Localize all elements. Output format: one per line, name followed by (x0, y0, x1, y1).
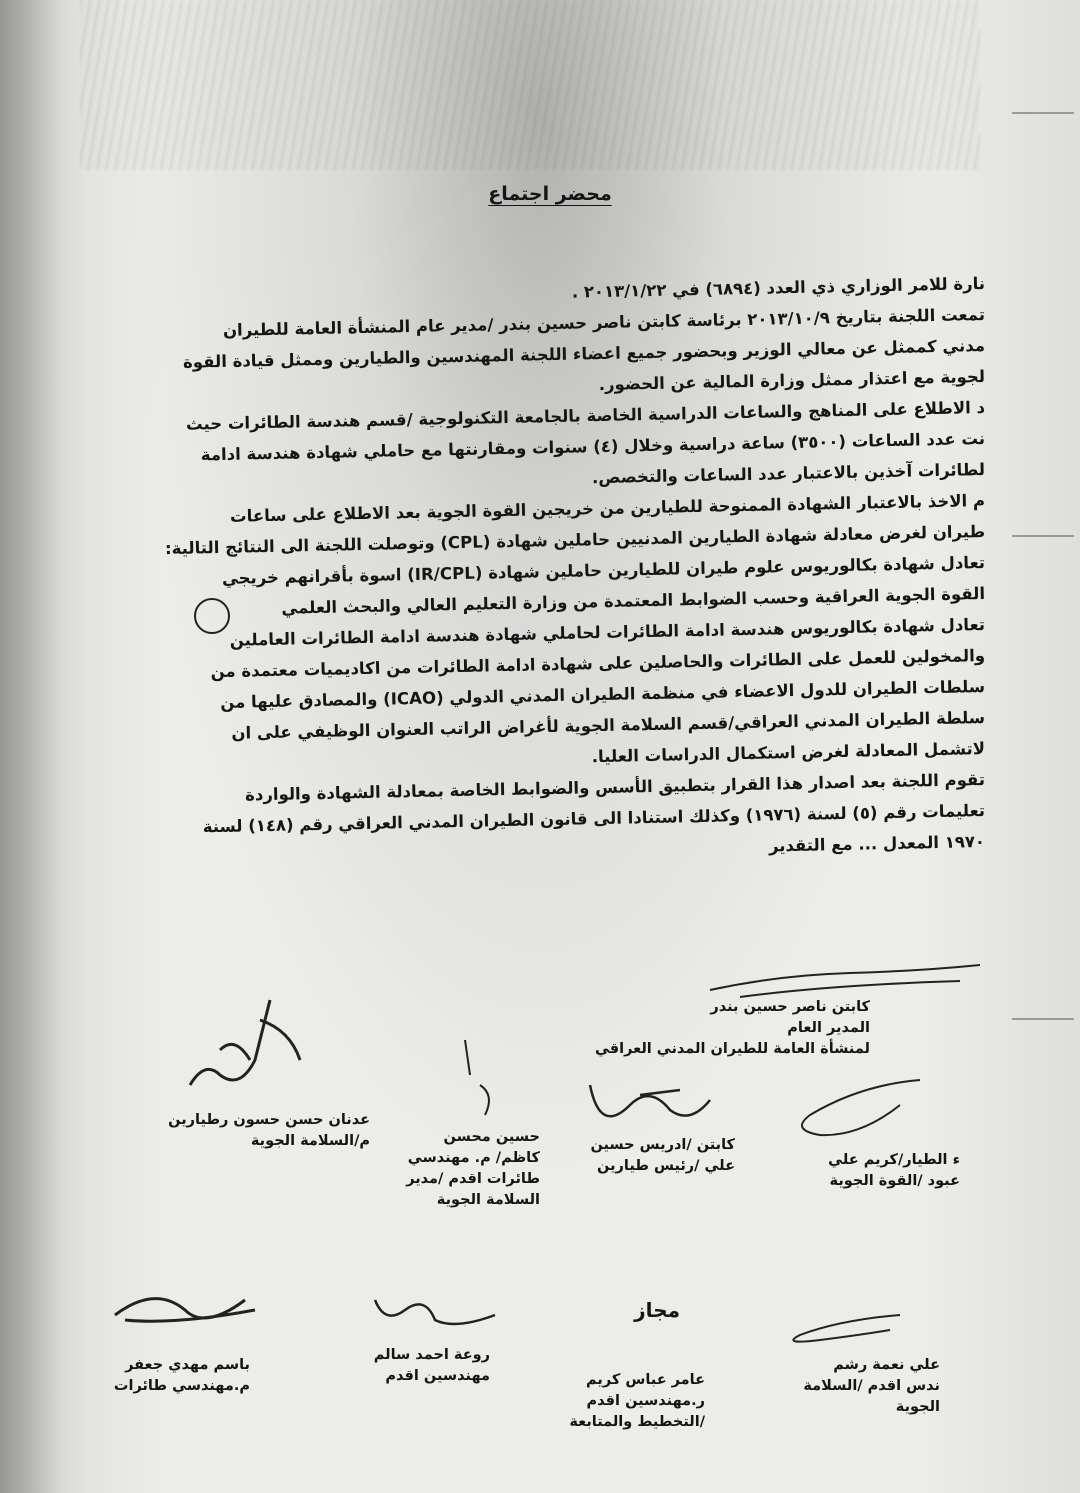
signatory-rawaa (374, 1345, 490, 1387)
body-line: تعليمات رقم (٥) لسنة (١٩٧٦) وكذلك استنادا الى قانون الطيران المدني العراقي رقم (١٤٨) لسنة (202, 801, 986, 837)
scan-shadow (80, 0, 980, 170)
signature-chairman (700, 945, 990, 1005)
hole-punch-mark (1012, 1018, 1074, 1024)
signatory-name: علي نعمة رشم (833, 1357, 940, 1373)
signatory-title: مهندسين اقدم (385, 1368, 490, 1384)
body-line: لجوية مع اعتذار ممثل وزارة المالية عن الحضور. (598, 367, 986, 395)
signatory-name: عامر عباس كريم (586, 1372, 705, 1388)
signatory-org: لمنشأة العامة للطيران المدني العراقي (594, 1041, 870, 1057)
signatory-title: كاظم/ م. مهندسي (407, 1150, 540, 1166)
body-line: لاتشمل المعادلة لغرض استكمال الدراسات العليا. (591, 739, 986, 767)
signatory-title: م/السلامة الجوية (250, 1133, 370, 1149)
signatory-ali (803, 1355, 940, 1418)
body-line: تعادل شهادة بكالوريوس هندسة ادامة الطائرات لحاملي شهادة هندسة ادامة الطائرات العاملين (229, 615, 986, 650)
body-line: مدني كممثل عن معالي الوزير وبحضور جميع اعضاء اللجنة المهندسين والطيارين وممثل قيادة القوة (182, 336, 986, 372)
body-line: سلطة الطيران المدني العراقي/قسم السلامة الجوية لأغراض الراتب العنوان الوظيفي على ان (231, 708, 986, 743)
signatory-title: ر.مهندسين اقدم (586, 1393, 705, 1409)
signatory-org: الجوية (895, 1399, 940, 1415)
signature-adnan (160, 990, 320, 1100)
signatory-org: /التخطيط والمتابعة (569, 1414, 705, 1430)
signatory-amer (569, 1370, 705, 1433)
minutes-body (65, 268, 985, 857)
signatory-name: باسم مهدي جعفر (125, 1357, 250, 1373)
body-line: تقوم اللجنة بعد اصدار هذا القرار بتطبيق الأسس والضوابط الخاصة بمعادلة الشهادة والواردة (244, 770, 986, 805)
approval-note: مجاز (634, 1298, 680, 1322)
signatory-hussein (406, 1127, 540, 1211)
signature-idris (570, 1065, 720, 1145)
signatory-idris (590, 1135, 735, 1177)
body-line: سلطات الطيران للدول الاعضاء في منظمة الطيران المدني الدولي (ICAO) والمصادق عليها من (220, 677, 986, 713)
scan-edge-shadow (0, 0, 60, 1493)
signature-hussein (440, 1035, 520, 1125)
body-line: والمخولين للعمل على الطائرات والحاصلين على شهادة ادامة الطائرات من اكاديميات معتمدة من (210, 646, 986, 682)
signatory-org: السلامة الجوية (436, 1192, 540, 1208)
body-line: القوة الجوية العراقية وحسب الضوابط المعتمدة من وزارة التعليم العالي والبحث العلمي (281, 584, 986, 618)
body-line: تعادل شهادة بكالوريوس علوم طيران للطيارين حاملين شهادة (IR/CPL) اسوة بأقرانهم خريجي (221, 553, 986, 588)
signatory-title: عبود /القوة الجوية (829, 1173, 960, 1189)
body-line: نت عدد الساعات (٣٥٠٠) ساعة دراسية وخلال (٤) سنوات ومقارنتها مع حاملي شهادة هندسة ادامة (200, 429, 986, 465)
signatory-name: عدنان حسن حسون رطيارين (168, 1112, 370, 1128)
signatory-basim (114, 1355, 250, 1397)
signatory-karim (828, 1150, 960, 1192)
signatory-title: م.مهندسي طائرات (113, 1378, 250, 1394)
body-line: لطائرات آخذين بالاعتبار عدد الساعات والتخصص. (591, 460, 986, 488)
signatory-title: طائرات اقدم /مدير (406, 1171, 540, 1187)
signatory-title: ندس اقدم /السلامة (803, 1378, 940, 1394)
signatory-title: المدير العام (787, 1020, 870, 1036)
signatory-name: كابتن /ادريس حسين (590, 1137, 735, 1153)
signature-ali (760, 1300, 910, 1350)
signatory-name: روعة احمد سالم (373, 1347, 490, 1363)
signatory-name: ء الطيار/كريم علي (828, 1152, 960, 1168)
signature-karim (770, 1065, 930, 1145)
signatory-chairman (595, 997, 870, 1060)
signature-rawaa (355, 1290, 505, 1340)
body-line: تمعت اللجنة بتاريخ ٢٠١٣/١٠/٩ برئاسة كابتن ناصر حسين بندر /مدير عام المنشأة العامة للطيران (222, 305, 986, 340)
body-line: نارة للامر الوزاري ذي العدد (٦٨٩٤) في ٢٠١٣/١/٢٢ . (571, 274, 986, 302)
signatory-title: علي /رئيس طيارين (597, 1158, 735, 1174)
body-line: ١٩٧٠ المعدل ... مع التقدير (768, 832, 986, 856)
item-number-circle (194, 598, 230, 634)
signatory-name: كابتن ناصر حسين بندر (710, 999, 870, 1015)
signatory-adnan (168, 1110, 370, 1152)
body-line: د الاطلاع على المناهج والساعات الدراسية الخاصة بالجامعة التكنولوجية /قسم هندسة الطائرات حيث (185, 398, 986, 434)
hole-punch-mark (1012, 112, 1074, 118)
body-line: طيران لغرض معادلة شهادة الطيارين المدنيين حاملين شهادة (CPL) وتوصلت اللجنة الى النتائج التالية: (164, 522, 986, 559)
hole-punch-mark (1012, 535, 1074, 541)
signature-basim (95, 1280, 265, 1340)
document-title: محضر اجتماع (488, 183, 612, 205)
body-line: م الاخذ بالاعتبار الشهادة الممنوحة للطيارين من خريجين القوة الجوية بعد الاطلاع على ساعات (229, 491, 986, 526)
signatory-name: حسين محسن (443, 1129, 540, 1145)
